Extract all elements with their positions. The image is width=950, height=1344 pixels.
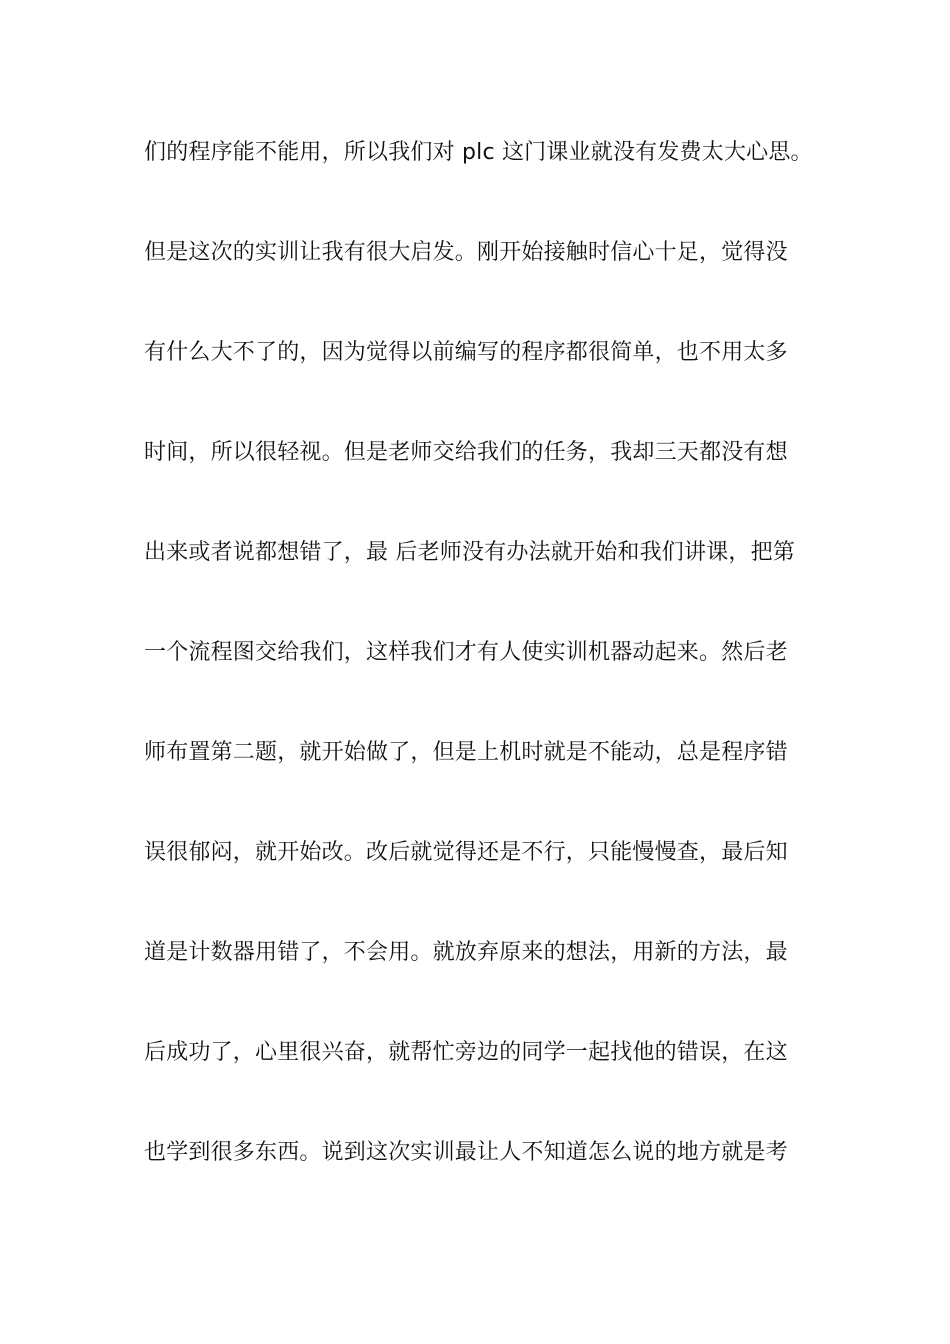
text-line: 后成功了，心里很兴奋，就帮忙旁边的同学一起找他的错误，在这: [144, 1040, 788, 1065]
text-line: 也学到很多东西。说到这次实训最让人不知道怎么说的地方就是考: [144, 1140, 788, 1165]
text-line: 时间，所以很轻视。但是老师交给我们的任务，我却三天都没有想: [144, 440, 788, 465]
body-text: [144, 127, 824, 1227]
text-line: 们的程序能不能用，所以我们对 plc 这门课业就没有发费太大心思。: [144, 140, 813, 165]
text-line: 一个流程图交给我们，这样我们才有人使实训机器动起来。然后老: [144, 640, 788, 665]
text-line: 师布置第二题，就开始做了，但是上机时就是不能动，总是程序错: [144, 740, 788, 765]
text-line: 道是计数器用错了，不会用。就放弃原来的想法，用新的方法，最: [144, 940, 788, 965]
text-line: 出来或者说都想错了，最 后老师没有办法就开始和我们讲课，把第: [144, 540, 795, 565]
text-line: 误很郁闷，就开始改。改后就觉得还是不行，只能慢慢查，最后知: [144, 840, 788, 865]
text-line: 有什么大不了的，因为觉得以前编写的程序都很简单，也不用太多: [144, 340, 788, 365]
text-line: 但是这次的实训让我有很大启发。刚开始接触时信心十足，觉得没: [144, 240, 788, 265]
